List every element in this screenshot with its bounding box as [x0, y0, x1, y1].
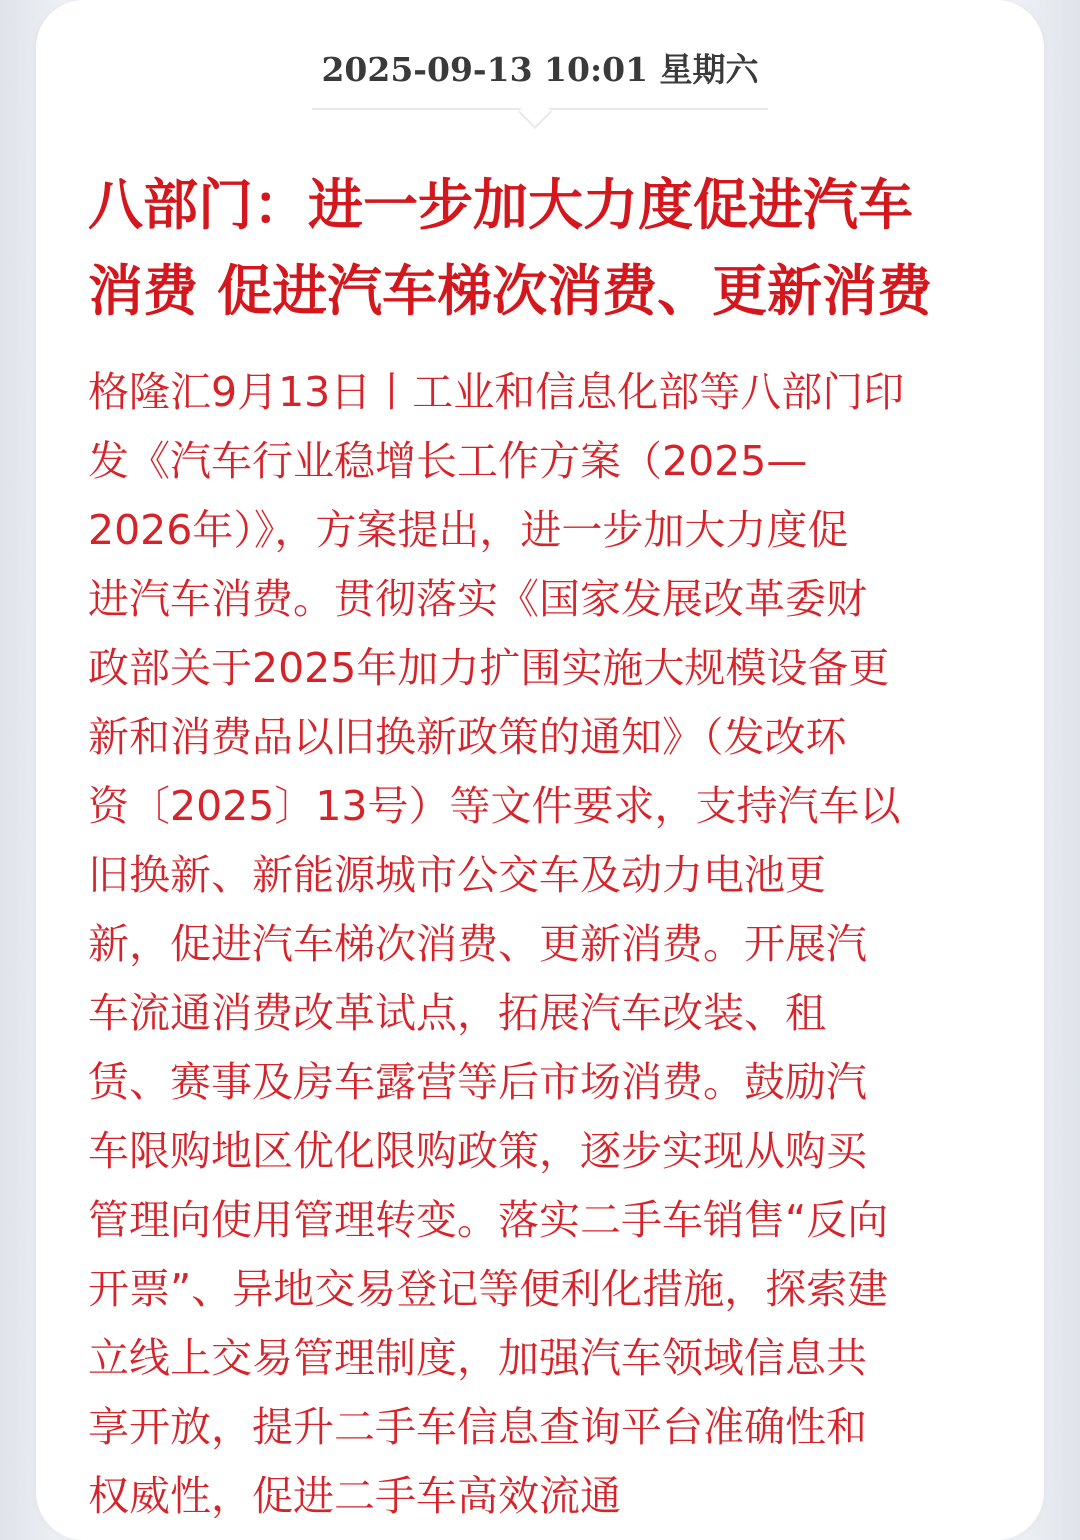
body-line: 享开放，提升二手车信息查询平台准确性和: [88, 1403, 867, 1451]
body-line: 旧换新、新能源城市公交车及动力电池更: [88, 851, 826, 899]
body-line: 格隆汇9月13日丨工业和信息化部等八部门印: [88, 368, 905, 416]
article-headline: [88, 162, 998, 334]
body-line: 资〔2025〕13号）等文件要求，支持汽车以: [88, 782, 901, 830]
publish-timestamp: 2025-09-13 10:01 星期六: [321, 50, 759, 89]
headline-line: 八部门：进一步加大力度促进汽车: [88, 172, 914, 237]
body-line: 开票”、异地交易登记等便利化措施，探索建: [88, 1265, 889, 1313]
body-line: 权威性，促进二手车高效流通: [88, 1472, 621, 1520]
body-line: 立线上交易管理制度，加强汽车领域信息共: [88, 1334, 867, 1382]
body-line: 管理向使用管理转变。落实二手车销售“反向: [88, 1196, 889, 1244]
body-line: 发《汽车行业稳增长工作方案（2025—: [88, 437, 808, 485]
body-line: 政部关于2025年加力扩围实施大规模设备更: [88, 644, 890, 692]
body-line: 车限购地区优化限购政策，逐步实现从购买: [88, 1127, 867, 1175]
body-line: 进汽车消费。贯彻落实《国家发展改革委财: [88, 575, 867, 623]
body-line: 2026年）》，方案提出，进一步加大力度促: [88, 506, 849, 554]
body-line: 车流通消费改革试点，拓展汽车改装、租: [88, 989, 826, 1037]
article-body: [88, 358, 1008, 1531]
body-line: 新，促进汽车梯次消费、更新消费。开展汽: [88, 920, 867, 968]
headline-line: 消费 促进汽车梯次消费、更新消费: [88, 258, 933, 323]
body-line: 新和消费品以旧换新政策的通知》（发改环: [88, 713, 847, 761]
body-line: 赁、赛事及房车露营等后市场消费。鼓励汽: [88, 1058, 867, 1106]
